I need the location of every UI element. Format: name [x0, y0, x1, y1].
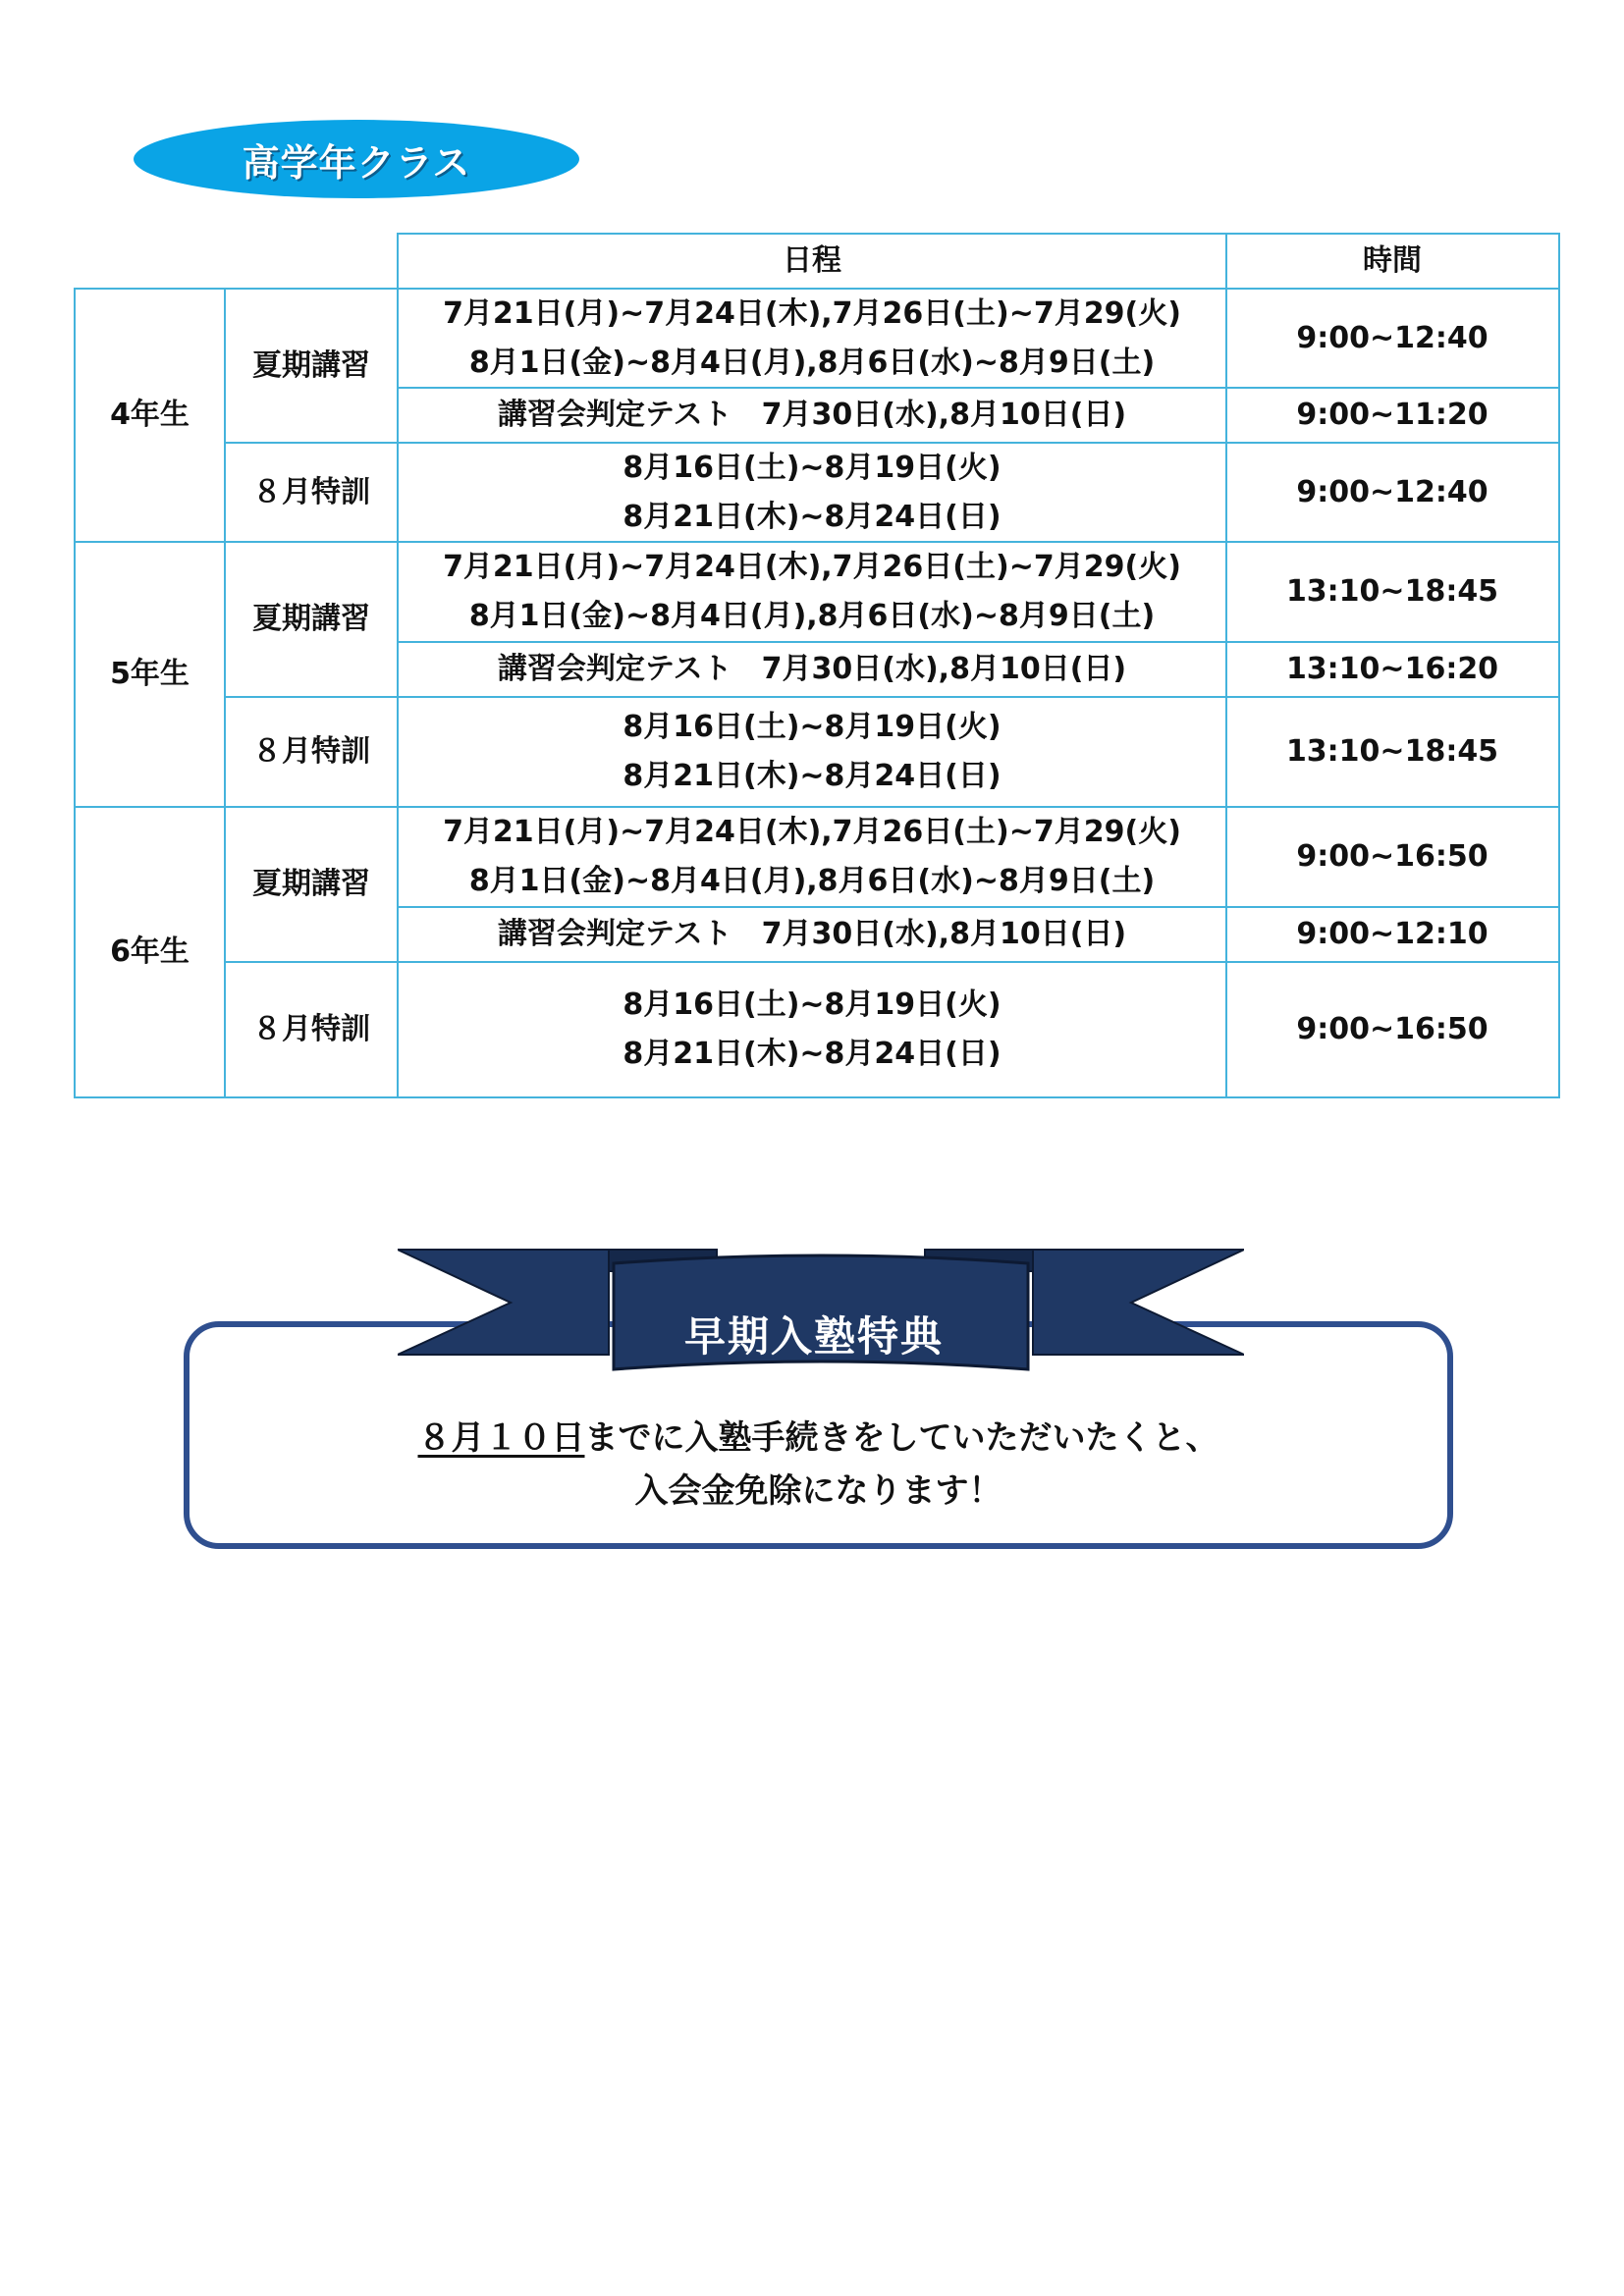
- special-dates-line2: 8月21日(木)~8月24日(日): [623, 1037, 1001, 1071]
- grade-label: 6年生: [110, 934, 189, 969]
- summer-course-label: 夏期講習: [252, 867, 370, 901]
- special-time: 9:00~12:40: [1296, 474, 1489, 509]
- table-rule: [398, 906, 1558, 908]
- summer-time: 13:10~18:45: [1285, 574, 1499, 609]
- test-dates: 講習会判定テスト 7月30日(水),8月10日(日): [497, 398, 1127, 432]
- special-dates-line2: 8月21日(木)~8月24日(日): [623, 499, 1001, 534]
- table-rule: [224, 288, 226, 1098]
- special-time: 9:00~16:50: [1296, 1012, 1489, 1046]
- table-rule: [398, 641, 1558, 643]
- table-rule: [225, 696, 1558, 698]
- promo-line-2: 入会金免除になります！: [634, 1471, 1002, 1511]
- summer-dates-line2: 8月1日(金)~8月4日(月),8月6日(水)~8月9日(土): [468, 345, 1156, 380]
- summer-dates-line2: 8月1日(金)~8月4日(月),8月6日(水)~8月9日(土): [468, 864, 1156, 898]
- summer-dates: [398, 807, 1226, 907]
- promo-message: [189, 1412, 1447, 1518]
- table-rule: [75, 1096, 1560, 1098]
- class-badge-label: 高学年クラス: [242, 140, 471, 185]
- table-rule: [225, 442, 1558, 444]
- promo-line-1-rest: までに入塾手続きをしていただいたくと、: [584, 1418, 1219, 1458]
- test-time: 13:10~16:20: [1285, 652, 1499, 686]
- table-rule: [1225, 233, 1227, 1098]
- special-time: 13:10~18:45: [1285, 734, 1499, 769]
- special-dates-line2: 8月21日(木)~8月24日(日): [623, 759, 1001, 793]
- summer-dates-line1: 7月21日(月)~7月24日(木),7月26日(土)~7月29(火): [443, 815, 1181, 849]
- summer-course-label: 夏期講習: [252, 602, 370, 636]
- special-dates-line1: 8月16日(土)~8月19日(火): [623, 988, 1001, 1022]
- table-rule: [75, 541, 1558, 543]
- table-rule: [397, 233, 399, 1098]
- summer-time: 9:00~12:40: [1296, 320, 1489, 355]
- summer-time: 9:00~16:50: [1296, 839, 1489, 874]
- promo-deadline: ８月１０日: [417, 1418, 585, 1458]
- header-schedule: 日程: [783, 243, 841, 278]
- special-course-label: ８月特訓: [252, 734, 370, 769]
- summer-dates-line1: 7月21日(月)~7月24日(木),7月26日(土)~7月29(火): [443, 550, 1181, 584]
- table-rule: [398, 233, 1558, 235]
- table-rule: [1558, 233, 1560, 1098]
- grade-label: 5年生: [110, 657, 189, 691]
- test-dates: 講習会判定テスト 7月30日(水),8月10日(日): [497, 652, 1127, 686]
- table-rule: [225, 961, 1558, 963]
- special-dates-line1: 8月16日(土)~8月19日(火): [623, 710, 1001, 744]
- summer-dates: [398, 542, 1226, 642]
- table-rule: [75, 288, 1558, 290]
- table-rule: [398, 387, 1558, 389]
- test-time: 9:00~11:20: [1296, 398, 1489, 432]
- special-dates: [398, 443, 1226, 542]
- special-dates: [398, 697, 1226, 807]
- promo-line-1: [189, 1412, 1447, 1465]
- table-rule: [75, 806, 1558, 808]
- summer-dates-line1: 7月21日(月)~7月24日(木),7月26日(土)~7月29(火): [443, 295, 1181, 331]
- header-time: 時間: [1363, 243, 1422, 278]
- special-course-label: ８月特訓: [252, 474, 370, 509]
- special-dates: [398, 962, 1226, 1097]
- summer-dates: [398, 289, 1226, 388]
- promo-title: 早期入塾特典: [683, 1312, 944, 1361]
- summer-course-label: 夏期講習: [252, 347, 370, 383]
- test-time: 9:00~12:10: [1296, 917, 1489, 951]
- schedule-table: [0, 0, 1624, 1119]
- summer-dates-line2: 8月1日(金)~8月4日(月),8月6日(水)~8月9日(土): [468, 599, 1156, 633]
- grade-label: 4年生: [110, 398, 189, 432]
- special-course-label: ８月特訓: [252, 1012, 370, 1046]
- test-dates: 講習会判定テスト 7月30日(水),8月10日(日): [497, 917, 1127, 951]
- table-rule: [74, 288, 76, 1098]
- special-dates-line1: 8月16日(土)~8月19日(火): [623, 450, 1001, 485]
